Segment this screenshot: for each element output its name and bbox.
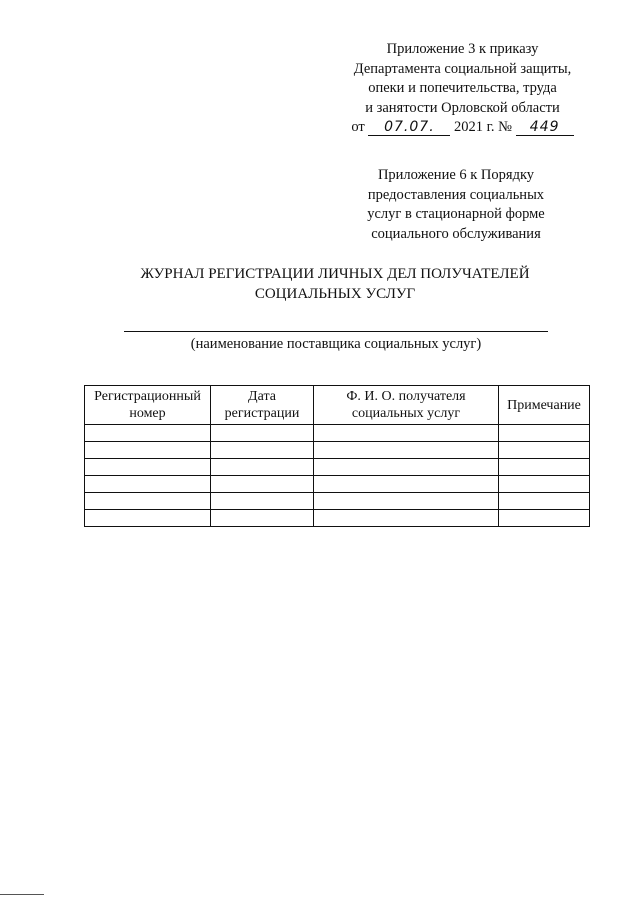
table-cell: [314, 425, 499, 442]
table-cell: [314, 510, 499, 527]
order-date-line: [330, 118, 595, 138]
column-header-line: Ф. И. О. получателя: [346, 389, 466, 404]
column-header-line: социальных услуг: [351, 406, 461, 421]
column-header-line: Регистрационный: [94, 389, 201, 404]
table-cell: [85, 476, 211, 493]
year-number-label: 2021 г. №: [454, 119, 513, 135]
table-cell: [314, 476, 499, 493]
table-row: [85, 493, 590, 510]
column-header-note: [499, 386, 590, 425]
journal-title: [100, 264, 570, 304]
table-body: [85, 425, 590, 527]
column-header-line: номер: [129, 406, 166, 421]
table-cell: [499, 476, 590, 493]
column-header-line: Примечание: [507, 397, 581, 413]
registry-table: [84, 385, 590, 527]
appendix-6-line: предоставления социальных: [367, 186, 545, 203]
table-cell: [314, 442, 499, 459]
table-row: [85, 510, 590, 527]
table-header-row: [85, 386, 590, 425]
table-cell: [499, 510, 590, 527]
journal-title-line: СОЦИАЛЬНЫХ УСЛУГ: [254, 286, 416, 302]
handwritten-date: 07.07.: [368, 119, 450, 136]
provider-name-blank-line: [124, 331, 548, 332]
table-row: [85, 442, 590, 459]
table-cell: [499, 425, 590, 442]
table-row: [85, 476, 590, 493]
appendix-6-line: Приложение 6 к Порядку: [377, 167, 535, 183]
date-prefix: от: [351, 119, 365, 135]
provider-caption: (наименование поставщика социальных услуг): [190, 336, 482, 352]
table-cell: [85, 493, 211, 510]
column-header-registration-number: [85, 386, 211, 425]
appendix-6-header: [336, 166, 576, 244]
table-cell: [211, 476, 314, 493]
appendix-6-line: социального обслуживания: [371, 225, 541, 242]
appendix-3-line: Приложение 3 к приказу: [386, 41, 539, 57]
table-cell: [211, 425, 314, 442]
appendix-6-line: услуг в стационарной форме: [367, 206, 545, 222]
table-cell: [211, 493, 314, 510]
appendix-3-line: Департамента социальной защиты,: [353, 60, 572, 77]
table-cell: [211, 459, 314, 476]
table-cell: [85, 459, 211, 476]
table-cell: [211, 510, 314, 527]
column-header-line: регистрации: [224, 406, 300, 421]
table-cell: [85, 442, 211, 459]
appendix-3-line: и занятости Орловской области: [365, 99, 560, 116]
column-header-registration-date: [211, 386, 314, 425]
table-cell: [85, 425, 211, 442]
table-row: [85, 425, 590, 442]
table-cell: [499, 459, 590, 476]
journal-title-line: ЖУРНАЛ РЕГИСТРАЦИИ ЛИЧНЫХ ДЕЛ ПОЛУЧАТЕЛЕЙ: [140, 266, 530, 282]
table-cell: [211, 442, 314, 459]
table-cell: [314, 459, 499, 476]
table-cell: [499, 493, 590, 510]
footer-rule: [0, 894, 44, 895]
appendix-3-line: опеки и попечительства, труда: [368, 80, 557, 96]
handwritten-order-number: 449: [516, 119, 574, 136]
table-cell: [314, 493, 499, 510]
table-row: [85, 459, 590, 476]
table-cell: [85, 510, 211, 527]
appendix-3-header: [330, 40, 595, 138]
table-cell: [499, 442, 590, 459]
column-header-line: Дата: [248, 389, 276, 404]
column-header-recipient-name: [314, 386, 499, 425]
